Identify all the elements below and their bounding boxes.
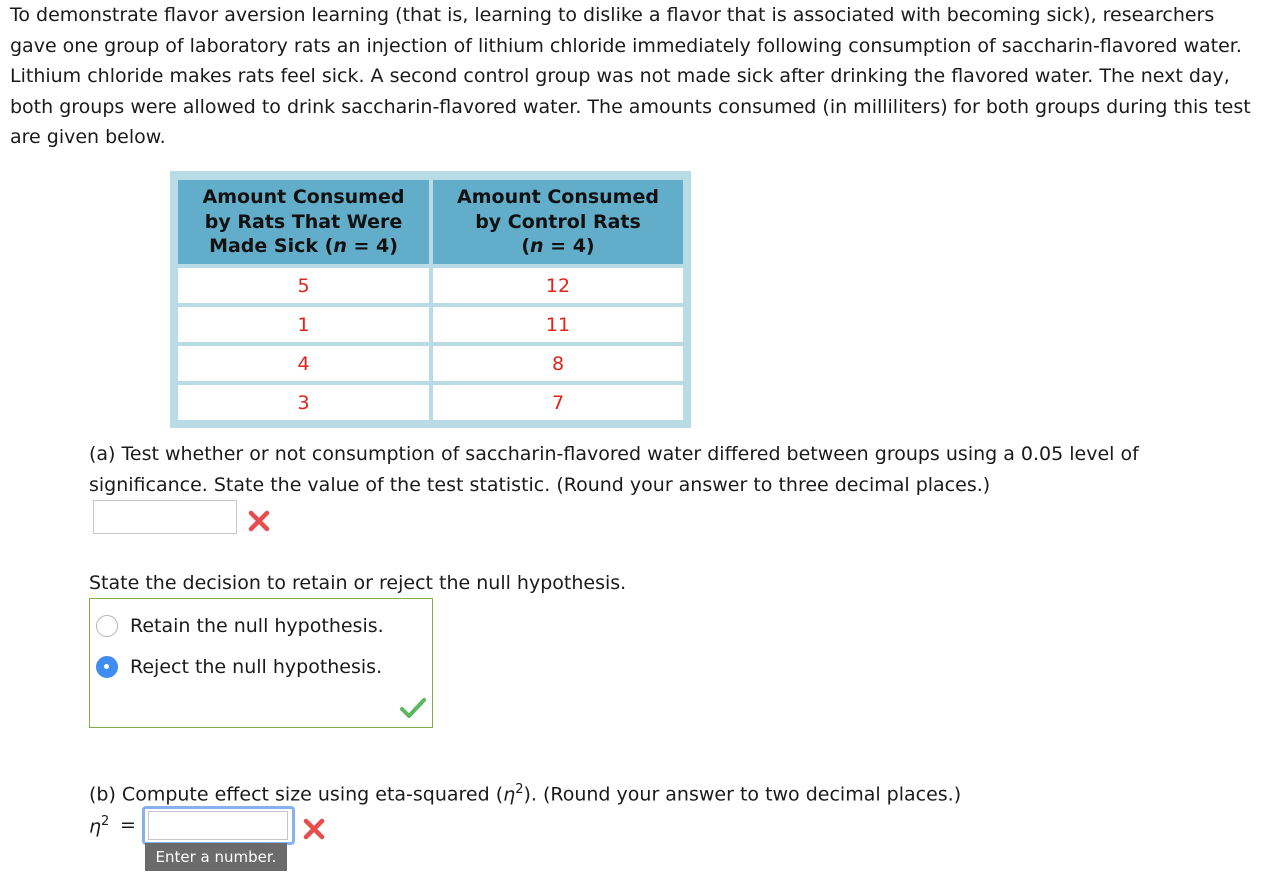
eta-superscript: 2 — [515, 782, 524, 797]
header-line: = 4) — [346, 235, 398, 258]
table-row — [178, 385, 683, 420]
header-line: = 4) — [543, 235, 595, 258]
cell-sick: 4 — [178, 346, 429, 381]
option-label: Reject the null hypothesis. — [130, 656, 383, 678]
header-line: Made Sick ( — [209, 235, 334, 258]
table-row — [178, 346, 683, 381]
cell-control: 12 — [433, 268, 683, 303]
header-line: Amount Consumed — [202, 186, 405, 209]
input-tooltip: Enter a number. — [145, 843, 287, 871]
decision-prompt: State the decision to retain or reject the null hypothesis. — [89, 572, 627, 594]
cell-sick: 5 — [178, 268, 429, 303]
part-a-question: (a) Test whether or not consumption of saccharin-flavored water differed between groups using a 0.05 level of significance. State the value of the test statistic. (Round your answer to three decimal places.) — [89, 443, 1139, 496]
eta-superscript: 2 — [101, 814, 110, 829]
header-control-rats — [433, 180, 683, 264]
cell-control: 7 — [433, 385, 683, 420]
radio-reject[interactable] — [96, 656, 118, 678]
incorrect-icon — [302, 817, 326, 841]
problem-intro: To demonstrate flavor aversion learning (that is, learning to dislike a flavor that is associated with becoming sick), researchers gave one group of laboratory rats an injection of lithium chloride immediately following consumption of saccharin-flavored water. Lithium chloride makes rats feel sick. A second control group was not made sick after drinking the flavored water. The next day, both groups were allowed to drink saccharin-flavored water. The amounts consumed (in milliliters) for both groups during this test are given below. — [10, 4, 1251, 148]
incorrect-icon — [247, 509, 271, 533]
decision-choices — [89, 598, 433, 728]
part-b-question — [89, 775, 961, 810]
eta-input-focus-ring — [142, 806, 295, 845]
option-reject[interactable] — [96, 656, 382, 678]
test-statistic-input[interactable] — [93, 500, 237, 534]
header-line: ( — [521, 235, 531, 258]
eta-squared-label — [89, 814, 109, 837]
equals-sign: = — [120, 814, 136, 836]
eta-squared-input[interactable] — [148, 811, 288, 840]
n-variable: n — [530, 235, 544, 258]
eta-symbol: η — [89, 815, 102, 838]
n-variable: n — [333, 235, 347, 258]
header-line: by Control Rats — [475, 210, 641, 233]
option-label: Retain the null hypothesis. — [130, 615, 384, 637]
header-line: Amount Consumed — [457, 186, 659, 209]
question-text: ). (Round your answer to two decimal places.) — [523, 783, 962, 806]
cell-sick: 1 — [178, 307, 429, 342]
option-retain[interactable] — [96, 615, 384, 637]
table-row — [178, 307, 683, 342]
cell-control: 11 — [433, 307, 683, 342]
radio-retain[interactable] — [96, 615, 118, 637]
eta-symbol: η — [503, 783, 516, 806]
question-text: (b) Compute effect size using eta-squared ( — [89, 783, 504, 806]
header-sick-rats — [178, 180, 429, 264]
cell-control: 8 — [433, 346, 683, 381]
cell-sick: 3 — [178, 385, 429, 420]
data-table — [170, 171, 691, 428]
table-header-row — [178, 180, 683, 264]
table-row — [178, 268, 683, 303]
header-line: by Rats That Were — [204, 210, 403, 233]
correct-check-icon — [400, 697, 426, 719]
